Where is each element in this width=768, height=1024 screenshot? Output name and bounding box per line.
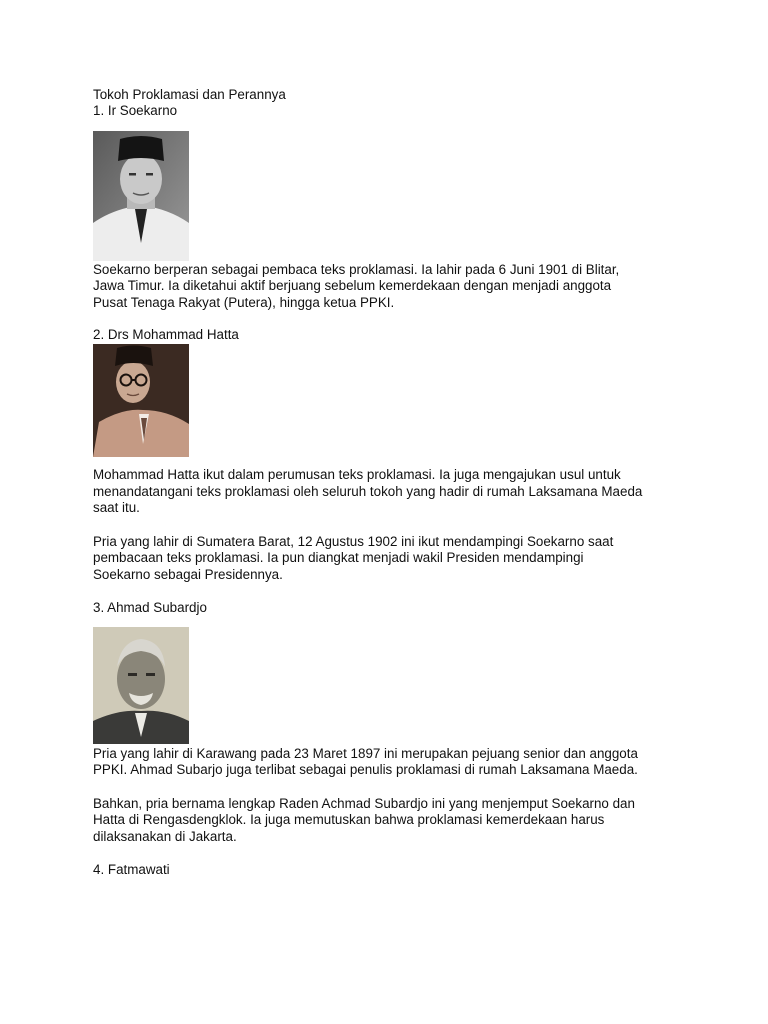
paragraph-line: menandatangani teks proklamasi oleh seluruh tokoh yang hadir di rumah Laksamana Maeda: [93, 484, 643, 499]
section-heading-fatmawati: 4. Fatmawati: [93, 862, 170, 877]
paragraph-line: Bahkan, pria bernama lengkap Raden Achmad Subardjo ini yang menjemput Soekarno dan: [93, 796, 635, 811]
paragraph-line: pembacaan teks proklamasi. Ia pun diangkat menjadi wakil Presiden mendampingi: [93, 550, 584, 565]
paragraph-line: PPKI. Ahmad Subarjo juga terlibat sebagai penulis proklamasi di rumah Laksamana Maeda.: [93, 762, 638, 777]
section-heading-hatta: 2. Drs Mohammad Hatta: [93, 327, 239, 342]
paragraph-line: Pusat Tenaga Rakyat (Putera), hingga ketua PPKI.: [93, 295, 395, 310]
section-heading-subardjo: 3. Ahmad Subardjo: [93, 600, 207, 615]
soekarno-photo: [93, 131, 189, 261]
paragraph-line: Soekarno berperan sebagai pembaca teks proklamasi. Ia lahir pada 6 Juni 1901 di Blitar,: [93, 262, 620, 277]
paragraph-line: Pria yang lahir di Karawang pada 23 Maret 1897 ini merupakan pejuang senior dan anggota: [93, 746, 638, 761]
paragraph-line: Soekarno sebagai Presidennya.: [93, 567, 283, 582]
paragraph-line: dilaksanakan di Jakarta.: [93, 829, 237, 844]
paragraph-line: Hatta di Rengasdengklok. Ia juga memutuskan bahwa proklamasi kemerdekaan harus: [93, 812, 605, 827]
paragraph-line: Mohammad Hatta ikut dalam perumusan teks proklamasi. Ia juga mengajukan usul untuk: [93, 467, 621, 482]
paragraph-line: saat itu.: [93, 500, 140, 515]
section-heading-soekarno: 1. Ir Soekarno: [93, 103, 178, 118]
paragraph-line: Jawa Timur. Ia diketahui aktif berjuang sebelum kemerdekaan dengan menjadi anggota: [93, 278, 612, 293]
hatta-photo: [93, 344, 189, 457]
document-title: Tokoh Proklamasi dan Perannya: [93, 87, 286, 102]
paragraph-line: Pria yang lahir di Sumatera Barat, 12 Agustus 1902 ini ikut mendampingi Soekarno saat: [93, 534, 614, 549]
subardjo-photo: [93, 627, 189, 744]
